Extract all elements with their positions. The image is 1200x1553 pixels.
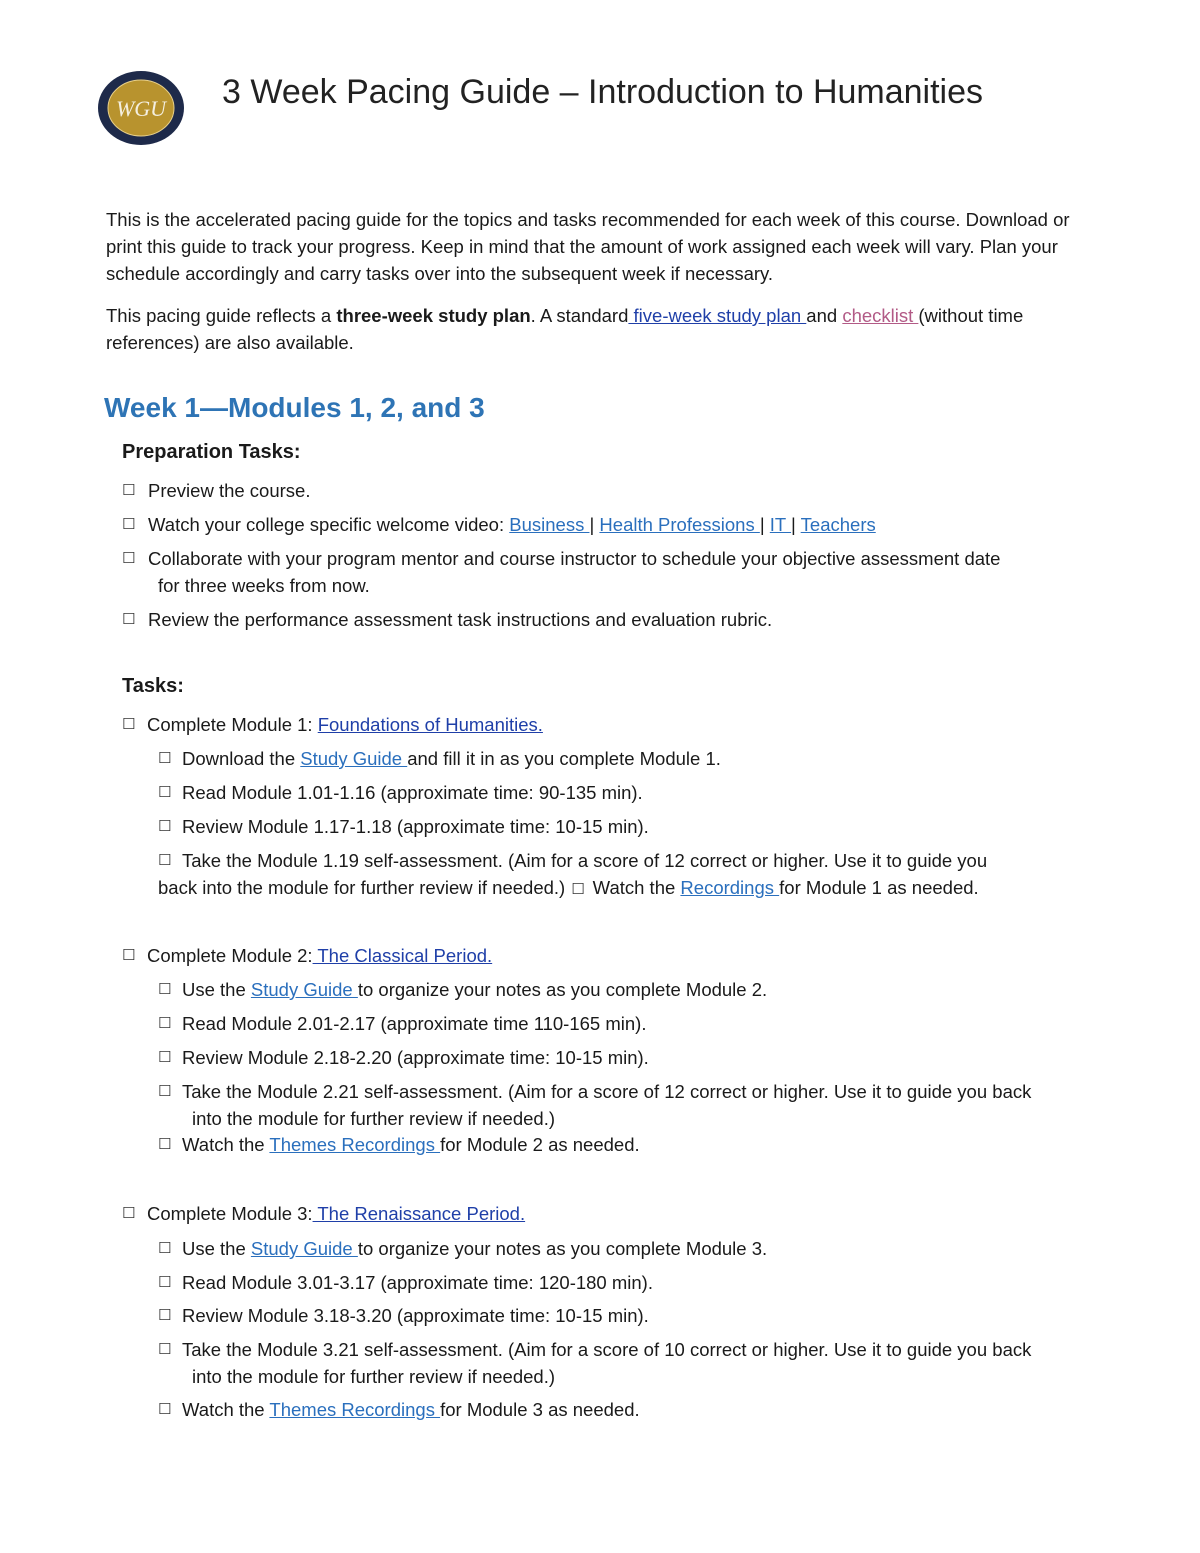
wgu-logo	[97, 70, 185, 146]
study-guide-link[interactable]: Study Guide	[250, 979, 358, 1000]
module-1-read: Read Module 1.01-1.16 (approximate time: 90-135 min).	[182, 782, 643, 803]
checkbox-icon[interactable]: ☐	[158, 1340, 172, 1358]
prep-item-schedule-line1: Collaborate with your program mentor and course instructor to schedule your objective assessment date	[148, 548, 1001, 569]
module-3-self-assessment-line2: into the module for further review if needed.)	[192, 1366, 555, 1387]
module-3-self-assessment-line1: Take the Module 3.21 self-assessment. (Aim for a score of 10 correct or higher. Use it to guide you back	[182, 1339, 1032, 1360]
module-3-read: Read Module 3.01-3.17 (approximate time: 120-180 min).	[182, 1272, 653, 1293]
tasks-heading: Tasks:	[122, 675, 184, 697]
study-guide-link[interactable]: Study Guide	[300, 748, 408, 769]
module-1-link[interactable]: Foundations of Humanities.	[317, 714, 543, 735]
checkbox-icon[interactable]: ☐	[158, 749, 172, 767]
week-1-heading: Week 1—Modules 1, 2, and 3	[104, 392, 485, 423]
checkbox-icon[interactable]: ☐	[122, 549, 136, 567]
prep-item-preview: Preview the course.	[148, 480, 311, 501]
module-2-recordings: Watch the Themes Recordings for Module 2 as needed.	[182, 1134, 640, 1155]
module-1-study-guide: Download the Study Guide and fill it in as you complete Module 1.	[182, 748, 721, 769]
checkbox-icon[interactable]: ☐	[122, 1204, 136, 1222]
checkbox-icon[interactable]: ☐	[158, 1135, 172, 1153]
prep-item-review-rubric: Review the performance assessment task instructions and evaluation rubric.	[148, 609, 773, 630]
themes-recordings-link[interactable]: Themes Recordings	[269, 1399, 441, 1420]
study-guide-link[interactable]: Study Guide	[250, 1238, 358, 1259]
module-3-review: Review Module 3.18-3.20 (approximate time: 10-15 min).	[182, 1305, 649, 1326]
checkbox-icon[interactable]: ☐	[158, 1048, 172, 1066]
checkbox-icon[interactable]: ☐	[158, 1400, 172, 1418]
checkbox-icon[interactable]: ☐	[122, 610, 136, 628]
module-1-review: Review Module 1.17-1.18 (approximate time: 10-15 min).	[182, 816, 649, 837]
prep-item-schedule-line2: for three weeks from now.	[158, 575, 370, 596]
page-title: 3 Week Pacing Guide – Introduction to Humanities	[222, 73, 984, 111]
module-2-study-guide: Use the Study Guide to organize your notes as you complete Module 2.	[182, 979, 768, 1000]
checkbox-icon[interactable]: ☐	[122, 946, 136, 964]
checkbox-icon[interactable]: ☐	[571, 880, 585, 898]
module-2-read: Read Module 2.01-2.17 (approximate time 110-165 min).	[182, 1013, 647, 1034]
business-video-link[interactable]: Business	[509, 514, 590, 535]
module-1-self-assessment-line2: back into the module for further review if needed.) ☐ Watch the Recordings for Module 1 as needed.	[158, 877, 979, 898]
checkbox-icon[interactable]: ☐	[158, 783, 172, 801]
module-3-recordings: Watch the Themes Recordings for Module 3 as needed.	[182, 1399, 640, 1420]
module-1-self-assessment-line1: Take the Module 1.19 self-assessment. (Aim for a score of 12 correct or higher. Use it to guide you	[182, 850, 988, 871]
recordings-link[interactable]: Recordings	[680, 877, 780, 898]
svg-text:WGU: WGU	[115, 96, 167, 121]
checkbox-icon[interactable]: ☐	[158, 1239, 172, 1257]
checklist-link[interactable]: checklist	[842, 305, 919, 326]
study-plan-paragraph: This pacing guide reflects a three-week study plan. A standard five-week study plan and checklist (without time references) are also available.	[106, 305, 1024, 353]
five-week-plan-link[interactable]: five-week study plan	[628, 305, 807, 326]
checkbox-icon[interactable]: ☐	[122, 515, 136, 533]
module-1-task: Complete Module 1: Foundations of Humanities.	[147, 714, 543, 735]
checkbox-icon[interactable]: ☐	[158, 1306, 172, 1324]
checkbox-icon[interactable]: ☐	[158, 1082, 172, 1100]
module-2-self-assessment-line2: into the module for further review if needed.)	[192, 1108, 555, 1129]
module-2-link[interactable]: The Classical Period.	[312, 945, 493, 966]
health-professions-video-link[interactable]: Health Professions	[599, 514, 760, 535]
checkbox-icon[interactable]: ☐	[158, 1273, 172, 1291]
module-2-self-assessment-line1: Take the Module 2.21 self-assessment. (Aim for a score of 12 correct or higher. Use it to guide you back	[182, 1081, 1032, 1102]
intro-paragraph: This is the accelerated pacing guide for the topics and tasks recommended for each week of this course. Download or print this guide to track your progress. Keep in mind that the amount of work assigned each week will vary. Plan your schedule accordingly and carry tasks over into the subsequent week if necessary.	[106, 209, 1070, 284]
prep-item-welcome-video: Watch your college specific welcome video: Business | Health Professions | IT | Teachers	[148, 514, 876, 535]
checkbox-icon[interactable]: ☐	[158, 980, 172, 998]
checkbox-icon[interactable]: ☐	[122, 715, 136, 733]
module-2-review: Review Module 2.18-2.20 (approximate time: 10-15 min).	[182, 1047, 649, 1068]
teachers-video-link[interactable]: Teachers	[800, 514, 876, 535]
checkbox-icon[interactable]: ☐	[158, 817, 172, 835]
three-week-emphasis: three-week study plan	[336, 305, 531, 326]
it-video-link[interactable]: IT	[769, 514, 792, 535]
preparation-tasks-heading: Preparation Tasks:	[122, 441, 301, 463]
module-3-task: Complete Module 3: The Renaissance Period.	[147, 1203, 526, 1224]
module-3-link[interactable]: The Renaissance Period.	[312, 1203, 526, 1224]
module-3-study-guide: Use the Study Guide to organize your notes as you complete Module 3.	[182, 1238, 768, 1259]
checkbox-icon[interactable]: ☐	[158, 1014, 172, 1032]
checkbox-icon[interactable]: ☐	[122, 481, 136, 499]
checkbox-icon[interactable]: ☐	[158, 851, 172, 869]
themes-recordings-link[interactable]: Themes Recordings	[269, 1134, 441, 1155]
module-2-task: Complete Module 2: The Classical Period.	[147, 945, 493, 966]
